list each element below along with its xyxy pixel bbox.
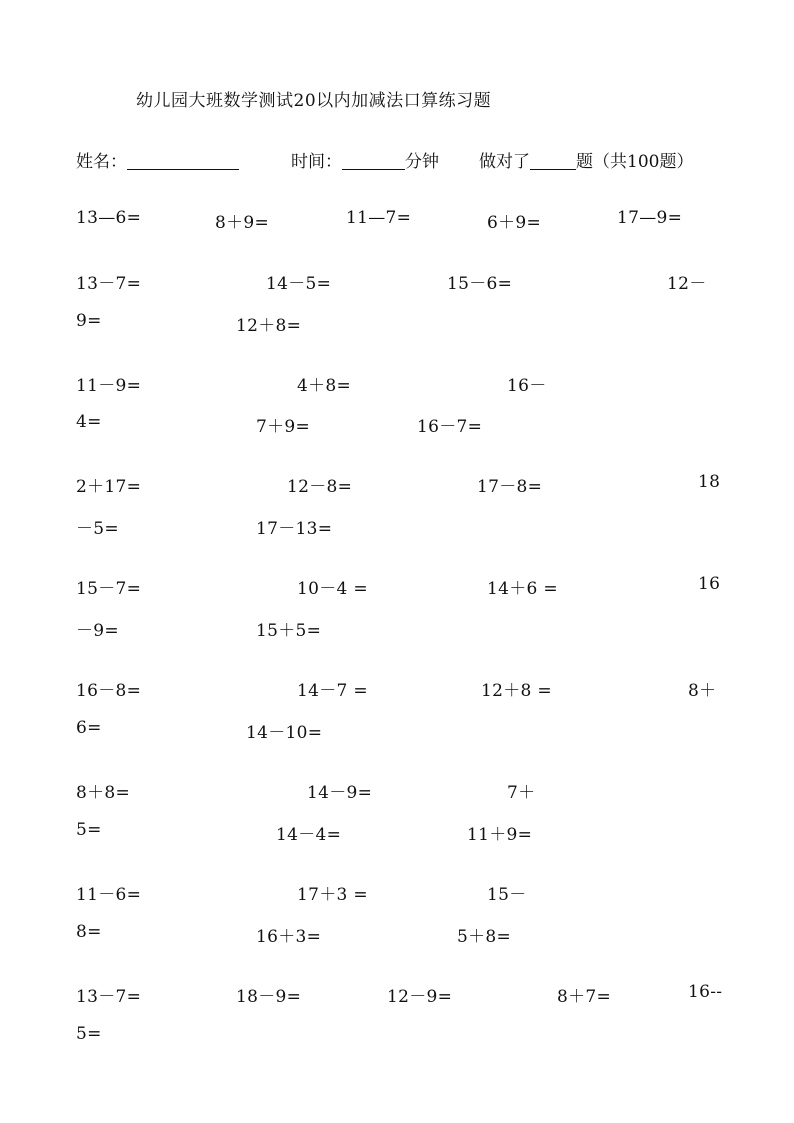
- name-blank[interactable]: [127, 151, 239, 170]
- problem: 16－: [507, 376, 547, 396]
- name-field: [76, 147, 239, 172]
- problem: 13－7=: [76, 274, 142, 294]
- problem: 12＋8=: [236, 316, 302, 336]
- problem: －9=: [76, 621, 119, 641]
- score-field: [479, 147, 693, 172]
- problem: 5=: [76, 820, 102, 840]
- score-blank[interactable]: [530, 151, 576, 170]
- problem: 4＋8=: [297, 376, 352, 396]
- problem: 18－9=: [236, 987, 302, 1007]
- problem: 7＋: [507, 783, 536, 803]
- problem: 14－7 =: [297, 681, 368, 701]
- problem: 9=: [76, 311, 102, 331]
- problem: 4=: [76, 412, 102, 432]
- name-label: 姓名：: [76, 152, 127, 172]
- problem: 17－8=: [477, 477, 543, 497]
- problem: 17＋3 =: [297, 885, 368, 905]
- problem: 14＋6 =: [487, 579, 558, 599]
- problem: 16－7=: [417, 417, 483, 437]
- problem: 8＋7=: [557, 987, 612, 1007]
- problem: 15－7=: [76, 579, 142, 599]
- problem: 14－4=: [276, 825, 342, 845]
- problem: 2＋17=: [76, 477, 142, 497]
- problem: 12＋8 =: [481, 681, 552, 701]
- problem: 16＋3=: [256, 927, 322, 947]
- problem: 16--: [688, 982, 723, 1002]
- problem: 12－9=: [387, 987, 453, 1007]
- problem: 11—7=: [346, 208, 412, 228]
- question-count-label: 题（共100题）: [576, 152, 694, 172]
- problem: 8＋9=: [215, 213, 270, 233]
- worksheet-title: 幼儿园大班数学测试20以内加减法口算练习题: [136, 91, 492, 111]
- problem: 17—9=: [617, 208, 683, 228]
- problem: 11＋9=: [467, 825, 533, 845]
- problem: 15－6=: [447, 274, 513, 294]
- problem: 18: [698, 472, 721, 492]
- problem: 17－13=: [256, 519, 333, 539]
- problem: 16－8=: [76, 681, 142, 701]
- problem: 12－8=: [287, 477, 353, 497]
- problem: 14－10=: [246, 723, 323, 743]
- problem: －5=: [76, 519, 119, 539]
- time-blank[interactable]: [342, 151, 405, 170]
- problem: 11－6=: [76, 885, 142, 905]
- problem: 13－7=: [76, 987, 142, 1007]
- problem: 12－: [667, 274, 707, 294]
- problem: 16: [698, 574, 721, 594]
- problem: 6=: [76, 718, 102, 738]
- problem: 8=: [76, 922, 102, 942]
- time-label: 时间：: [291, 152, 342, 172]
- problem: 8＋: [688, 681, 717, 701]
- problem: 7＋9=: [256, 417, 311, 437]
- problem: 8＋8=: [76, 783, 131, 803]
- problem: 15＋5=: [256, 621, 322, 641]
- problem: 14－9=: [307, 783, 373, 803]
- time-field: [291, 147, 439, 172]
- problem: 14－5=: [266, 274, 332, 294]
- problem: 15－: [487, 885, 527, 905]
- problem: 5=: [76, 1024, 102, 1044]
- problem: 11－9=: [76, 376, 142, 396]
- problem: 5＋8=: [457, 927, 512, 947]
- problem: 6＋9=: [487, 213, 542, 233]
- correct-label: 做对了: [479, 152, 530, 172]
- problem: 13—6=: [76, 208, 142, 228]
- problem: 10－4 =: [297, 579, 368, 599]
- minutes-label: 分钟: [405, 152, 439, 172]
